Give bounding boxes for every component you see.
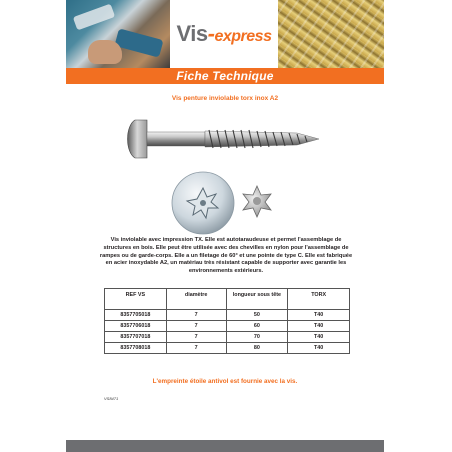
table-cell: 8357707018 <box>105 332 167 343</box>
logo-main: Vis <box>176 21 208 46</box>
screws-photo <box>278 0 384 68</box>
table-cell: 8357708018 <box>105 343 167 354</box>
antitheft-note: L'empreinte étoile antivol est fournie avec la vis. <box>152 378 298 385</box>
logo-sub: express <box>214 28 272 45</box>
table-cell: 7 <box>166 332 226 343</box>
table-cell: 8357706018 <box>105 321 167 332</box>
table-cell: 8357705018 <box>105 310 167 321</box>
table-cell: 7 <box>166 321 226 332</box>
logo-separator: - <box>207 21 215 46</box>
table-cell: T40 <box>288 310 350 321</box>
logo <box>170 0 278 68</box>
table-row <box>105 310 350 321</box>
header <box>66 0 384 68</box>
table-cell: 80 <box>226 343 288 354</box>
title-banner <box>66 68 384 84</box>
column-header: diamètre <box>166 289 226 310</box>
table-cell: 70 <box>226 332 288 343</box>
screw-side-illustration <box>125 116 325 162</box>
table-cell: 60 <box>226 321 288 332</box>
footer-bar <box>66 440 384 452</box>
table-cell: T40 <box>288 343 350 354</box>
table-cell: 50 <box>226 310 288 321</box>
screw-head-illustration <box>170 170 236 236</box>
table-cell: 7 <box>166 310 226 321</box>
table-row <box>105 332 350 343</box>
workshop-photo <box>66 0 170 68</box>
table-header-row <box>105 289 350 310</box>
column-header: longueur sous tête <box>226 289 288 310</box>
document-code: VS8471 <box>104 396 119 401</box>
table-row <box>105 343 350 354</box>
column-header: REF VS <box>105 289 167 310</box>
column-header: TORX <box>288 289 350 310</box>
table-cell: T40 <box>288 332 350 343</box>
table-cell: T40 <box>288 321 350 332</box>
banner-title: Fiche Technique <box>176 69 274 83</box>
table-cell: 7 <box>166 343 226 354</box>
specification-table <box>104 288 350 354</box>
table-row <box>105 321 350 332</box>
torx-bit-illustration <box>240 184 274 218</box>
product-description: Vis inviolable avec impression TX. Elle est autotaraudeuse et permet l'assemblage de structures en bois. Elle peut être utilisée avec des chevilles en nylon pour l'assemblage de rampes ou de garde-corps. Elle a un filetage de 60° et une pointe de type C. Elle est fabriquée en acier inoxydable A2, un matériau très résistant capable de supporter avec garantie les environnements extérieurs. <box>99 237 353 275</box>
product-subtitle: Vis penture inviolable torx inox A2 <box>171 95 279 102</box>
